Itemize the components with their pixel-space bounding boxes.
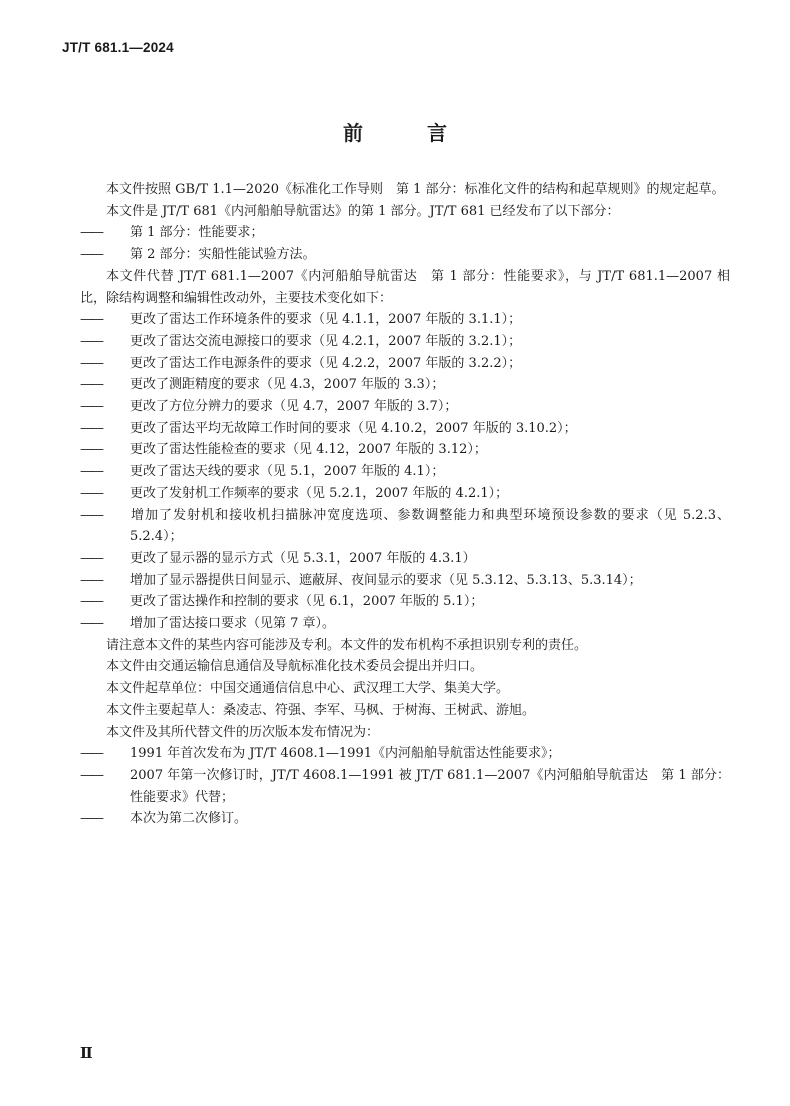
paragraph: 本文件及其所代替文件的历次版本发布情况为：: [106, 724, 380, 740]
list-item: [80, 439, 730, 461]
paragraph: 请注意本文件的某些内容可能涉及专利。本文件的发布机构不承担识别专利的责任。: [106, 637, 588, 653]
list-item: [80, 309, 730, 331]
list-item-text: 2007 年第一次修订时，JT/T 4608.1—1991 被 JT/T 681.1—2007《内河船舶导航雷达 第 1 部分：性能要求》代替；: [130, 767, 730, 805]
dash-marker: ——: [80, 572, 102, 588]
foreword-body: [80, 179, 730, 830]
list-item-text: 更改了测距精度的要求（见 4.3，2007 年版的 3.3）；: [130, 377, 445, 393]
list-item: [80, 418, 730, 440]
list-item: [80, 244, 730, 266]
list-item: [80, 353, 730, 375]
dash-marker: ——: [80, 312, 102, 328]
dash-marker: ——: [80, 442, 102, 458]
dash-marker: ——: [80, 550, 102, 566]
list-item-text: 更改了显示器的显示方式（见 5.3.1，2007 年版的 4.3.1）: [130, 550, 476, 566]
dash-marker: ——: [80, 767, 102, 783]
list-item-text: 更改了雷达工作环境条件的要求（见 4.1.1，2007 年版的 3.1.1）；: [130, 312, 522, 328]
dash-marker: ——: [80, 507, 102, 523]
list-item: [80, 374, 730, 396]
page-title: 前 言: [343, 121, 469, 145]
dash-marker: ——: [80, 811, 102, 827]
list-item: [80, 505, 730, 548]
paragraph: 本文件起草单位：中国交通通信信息中心、武汉理工大学、集美大学。: [106, 681, 510, 697]
list-item: [80, 613, 730, 635]
list-item: [80, 808, 730, 830]
dash-marker: ——: [80, 377, 102, 393]
dash-marker: ——: [80, 420, 102, 436]
paragraph: 本文件按照 GB/T 1.1—2020《标准化工作导则 第 1 部分：标准化文件的结构和起草规则》的规定起草。: [106, 182, 725, 197]
list-item: [80, 570, 730, 592]
dash-marker: ——: [80, 247, 102, 263]
list-item-text: 更改了雷达平均无故障工作时间的要求（见 4.10.2，2007 年版的 3.10.2）；: [130, 420, 577, 436]
dash-marker: ——: [80, 485, 102, 501]
paragraph: 本文件由交通运输信息通信及导航标准化技术委员会提出并归口。: [106, 659, 484, 675]
dash-marker: ——: [80, 399, 102, 415]
list-item-text: 更改了雷达性能检查的要求（见 4.12，2007 年版的 3.12）；: [130, 442, 487, 458]
list-item: [80, 591, 730, 613]
list-item-text: 第 1 部分：性能要求；: [130, 225, 264, 241]
dash-marker: ——: [80, 746, 102, 762]
dash-marker: ——: [80, 355, 102, 371]
list-item-text: 增加了雷达接口要求（见第 7 章）。: [130, 616, 336, 632]
list-item: [80, 548, 730, 570]
dash-marker: ——: [80, 225, 102, 241]
list-item: [80, 331, 730, 353]
dash-marker: ——: [80, 616, 102, 632]
list-item-text: 更改了雷达操作和控制的要求（见 6.1，2007 年版的 5.1）；: [130, 594, 484, 610]
list-item: [80, 483, 730, 505]
paragraph: 本文件主要起草人：桑凌志、符强、李军、马枫、于树海、王树武、游旭。: [106, 702, 536, 718]
list-item: [80, 222, 730, 244]
list-item-text: 更改了雷达交流电源接口的要求（见 4.2.1，2007 年版的 3.2.1）；: [130, 333, 522, 349]
list-item-text: 更改了雷达工作电源条件的要求（见 4.2.2，2007 年版的 3.2.2）；: [130, 355, 522, 371]
list-item: [80, 396, 730, 418]
list-item-text: 更改了发射机工作频率的要求（见 5.2.1，2007 年版的 4.2.1）；: [130, 485, 509, 501]
dash-marker: ——: [80, 594, 102, 610]
dash-marker: ——: [80, 464, 102, 480]
list-item-text: 本次为第二次修订。: [130, 811, 248, 827]
list-item-text: 增加了发射机和接收机扫描脉冲宽度选项、参数调整能力和典型环境预设参数的要求（见 5.2.3、5.2.4）；: [130, 507, 730, 545]
dash-marker: ——: [80, 333, 102, 349]
page-number: Ⅱ: [80, 1044, 93, 1062]
list-item: [80, 765, 730, 808]
list-item-text: 1991 年首次发布为 JT/T 4608.1—1991《内河船舶导航雷达性能要求》；: [130, 746, 561, 762]
list-item: [80, 461, 730, 483]
list-item-text: 更改了雷达天线的要求（见 5.1，2007 年版的 4.1）；: [130, 464, 445, 480]
list-item-text: 第 2 部分：实船性能试验方法。: [130, 247, 316, 263]
list-item: [80, 743, 730, 765]
list-item-text: 更改了方位分辨力的要求（见 4.7，2007 年版的 3.7）；: [130, 399, 458, 415]
list-item-text: 增加了显示器提供日间显示、遮蔽屏、夜间显示的要求（见 5.3.12、5.3.13、5.3.14）；: [130, 572, 642, 588]
document-code: JT/T 681.1—2024: [62, 40, 174, 55]
paragraph: 本文件是 JT/T 681《内河船舶导航雷达》的第 1 部分。JT/T 681 已经发布了以下部分：: [106, 203, 620, 219]
paragraph: 本文件代替 JT/T 681.1—2007《内河船舶导航雷达 第 1 部分：性能要求》，与 JT/T 681.1—2007 相比，除结构调整和编辑性改动外，主要技术变化如下：: [80, 268, 730, 306]
